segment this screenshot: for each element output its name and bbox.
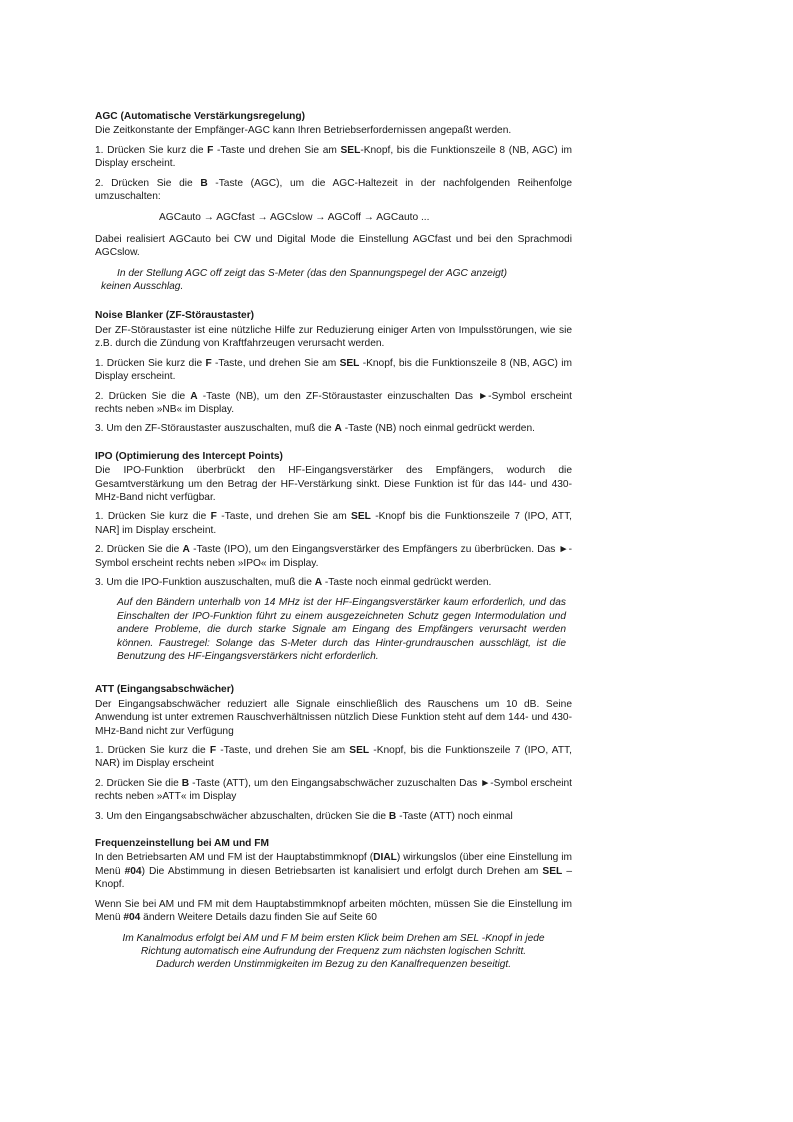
paragraph-ipo-intro: Die IPO-Funktion überbrückt den HF-Eingangsverstärker des Empfängers, wodurch die Gesamtverstärkung um den Betrag der HF-Verstärkung sinkt. Diese Funktion ist für das I44- und 430-MHz-Band nicht verfügbar. <box>95 465 572 503</box>
note-ipo: Auf den Bändern unterhalb von 14 MHz ist der HF-Eingangsverstärker kaum erforderlich, und das Einschalten der IPO-Funktion führt zu einem ausgezeichneten Schutz gegen Intermodulation und andere Probleme, die durch starke Signale am Eingang des Empfängers verursacht werden können. Faustregel: Solange das S-Meter durch das Hinter-grundrauschen ausschlägt, ist die Benutzung des HF-Eingangsverstärkers nicht erforderlich. <box>117 597 566 662</box>
section-heading-noise-blanker: Noise Blanker (ZF-Störaustaster) <box>95 310 255 322</box>
section-heading-ipo: IPO (Optimierung des Intercept Points) <box>95 450 283 462</box>
agc-sequence: AGCauto → AGCfast → AGCslow → AGCoff → AGCauto ... <box>159 212 430 224</box>
paragraph-freq-1: In den Betriebsarten AM und FM ist der Hauptabstimmknopf (DIAL) wirkungslos (über eine Einstellung im Menü #04) Die Abstimmung in diesen Betriebsarten ist kanalisiert und erfolgt durch Drehen am SEL –Knopf. <box>95 852 572 891</box>
section-att <box>95 683 572 823</box>
paragraph-nb-step3: 3. Um den ZF-Störaustaster auszuschalten, muß die A -Taste (NB) noch einmal gedrückt werden. <box>95 423 535 435</box>
section-heading-att: ATT (Eingangsabschwächer) <box>95 684 235 696</box>
paragraph-att-step2: 2. Drücken Sie die B -Taste (ATT), um den Eingangsabschwächer zuzuschalten Das ►-Symbol erscheint rechts neben »ATT« im Display <box>95 777 572 803</box>
section-frequency-setting <box>95 837 572 972</box>
paragraph-att-step1: 1. Drücken Sie kurz die F -Taste, und drehen Sie am SEL -Knopf, bis die Funktionszeile 7 (IPO, ATT, NAR) im Display erscheint <box>95 745 572 770</box>
paragraph-att-intro: Der Eingangsabschwächer reduziert alle Signale einschließlich des Rauschens um 10 dB. Seine Anwendung ist unter extremen Rauschverhältnissen nützlich Diese Funktion steht auf dem 144- und 430-MHz-Band nicht zur Verfügung <box>95 698 572 737</box>
paragraph-nb-intro: Der ZF-Störaustaster ist eine nützliche Hilfe zur Reduzierung einiger Arten von Impulsstörungen, wie sie z.B. durch die Zündung von Kraftfahrzeugen verursacht werden. <box>95 324 572 350</box>
paragraph-nb-step2: 2. Drücken Sie die A -Taste (NB), um den ZF-Störaustaster einzuschalten Das ►-Symbol erscheint rechts neben »NB« im Display. <box>95 390 572 415</box>
paragraph-nb-step1: 1. Drücken Sie kurz die F -Taste, und drehen Sie am SEL -Knopf, bis die Funktionszeile 8 (NB, AGC) im Display erscheint. <box>95 357 572 383</box>
section-noise-blanker <box>95 309 572 435</box>
note-frequency: Im Kanalmodus erfolgt bei AM und F M beim ersten Klick beim Drehen am SEL -Knopf in jede Richtung automatisch eine Aufrundung der Frequenz zum nächsten logischen Schritt. Dadurch werden Unstimmigkeiten im Bezug zu den Kanalfrequenzen beseitigt. <box>122 932 545 971</box>
document-page <box>95 110 572 984</box>
paragraph-freq-2: Wenn Sie bei AM und FM mit dem Hauptabstimmknopf arbeiten möchten, müssen Sie die Einstellung im Menü #04 ändern Weitere Details dazu finden Sie auf Seite 60 <box>95 898 572 924</box>
paragraph-agc-intro: Die Zeitkonstante der Empfänger-AGC kann Ihren Betriebserfordernissen angepaßt werden. <box>95 125 512 137</box>
paragraph-ipo-step1: 1. Drücken Sie kurz die F -Taste, und drehen Sie am SEL -Knopf bis die Funktionszeile 7 (IPO, ATT, NAR] im Display erscheint. <box>95 511 572 536</box>
paragraph-ipo-step2: 2. Drücken Sie die A -Taste (IPO), um den Eingangsverstärker des Empfängers zu überbrücken. Das ►-Symbol erscheint rechts neben »IPO« im Display. <box>95 544 573 569</box>
section-heading-agc: AGC (Automatische Verstärkungsregelung) <box>95 111 306 122</box>
section-ipo <box>95 450 572 664</box>
paragraph-agc-step2: 2. Drücken Sie die B -Taste (AGC), um die AGC-Haltezeit in der nachfolgenden Reihenfolge umzuschalten: <box>95 177 572 203</box>
note-agc: In der Stellung AGC off zeigt das S-Meter (das den Spannungspegel der AGC anzeigt) keinen Ausschlag. <box>101 267 507 293</box>
paragraph-agc-step1: 1. Drücken Sie kurz die F -Taste und drehen Sie am SEL-Knopf, bis die Funktionszeile 8 (NB, AGC) im Display erscheint. <box>95 144 572 170</box>
paragraph-att-step3: 3. Um den Eingangsabschwächer abzuschalten, drücken Sie die B -Taste (ATT) noch einmal <box>95 810 513 822</box>
paragraph-agc-after: Dabei realisiert AGCauto bei CW und Digital Mode die Einstellung AGCfast und bei den Sprachmodi AGCslow. <box>95 233 572 259</box>
paragraph-ipo-step3: 3. Um die IPO-Funktion auszuschalten, muß die A -Taste noch einmal gedrückt werden. <box>95 576 492 588</box>
section-heading-frequency: Frequenzeinstellung bei AM und FM <box>95 838 269 850</box>
section-agc <box>95 110 572 293</box>
